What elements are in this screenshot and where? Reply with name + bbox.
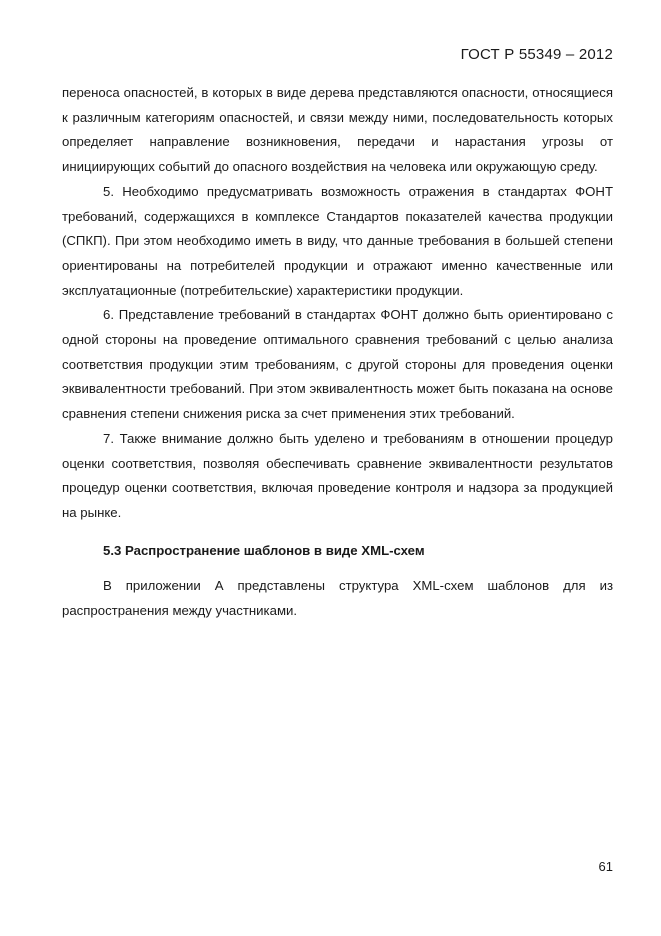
page-number: 61 [598,859,613,874]
standard-header: ГОСТ Р 55349 – 2012 [460,46,613,63]
paragraph-item-7: 7. Также внимание должно быть уделено и требованиям в отношении процедур оценки соответствия, позволяя обеспечивать сравнение эквивалентности результатов процедур оценки соответствия, включая проведение контроля и надзора за продукцией на рынке. [62,430,613,520]
paragraph-item-6: 6. Представление требований в стандартах ФОНТ должно быть ориентировано с одной стороны на проведение оптимального сравнения требований с целью анализа соответствия продукции этим требованиям, с другой стороны для проведения оценки эквивалентности требований. При этом эквивалентность может быть показана на основе сравнения степени снижения риска за счет применения этих требований. [62,307,613,422]
paragraph-item-5: 5. Необходимо предусматривать возможность отражения в стандартах ФОНТ требований, содержащихся в комплексе Стандартов показателей качества продукции (СПКП). При этом необходимо иметь в виду, что данные требования в большей степени ориентированы на потребителей продукции и отражают именно качественные или эксплуатационные (потребительские) характеристики продукции. [62,183,613,298]
paragraph-continuation: переноса опасностей, в которых в виде дерева представляются опасности, относящиеся к различным категориям опасностей, и связи между ними, последовательность которых определяет направление возникновения, передачи и нарастания угрозы от инициирующих событий до опасного воздействия на человека или окружающую среду. [62,85,613,175]
section-body-paragraph: В приложении А представлены структура XML-схем шаблонов для из распространения между участниками. [62,578,613,619]
page-content [62,81,613,624]
section-title: 5.3 Распространение шаблонов в виде XML-схем [103,542,425,558]
